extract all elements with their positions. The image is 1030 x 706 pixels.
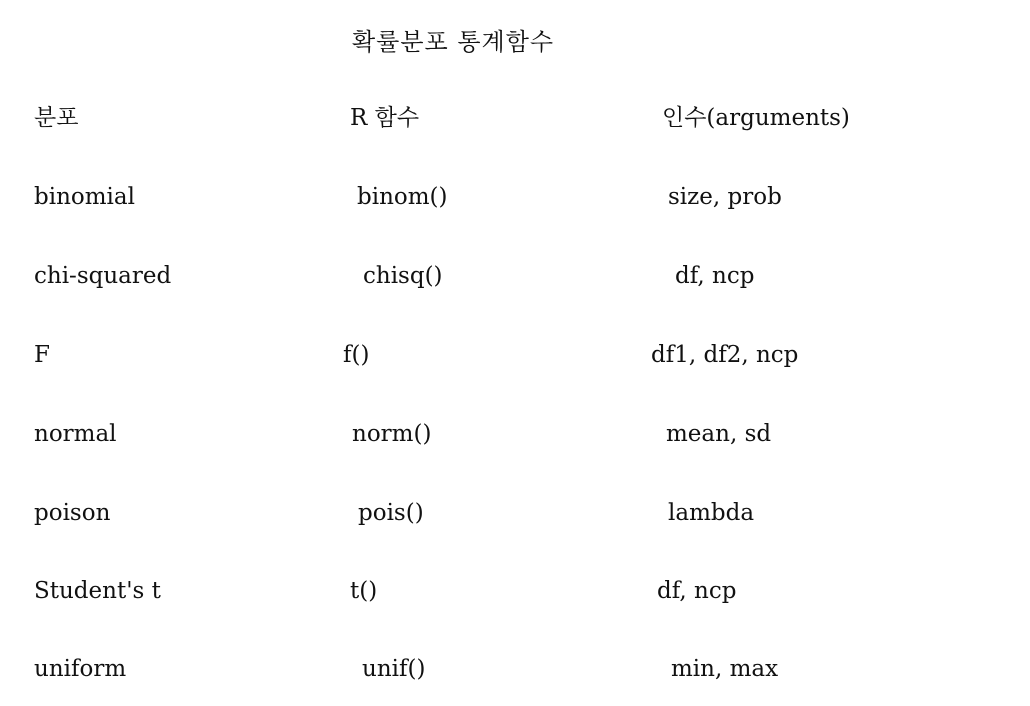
- r-function-name: binom(): [357, 184, 448, 210]
- r-function-name: chisq(): [363, 263, 443, 289]
- function-arguments: df, ncp: [675, 263, 755, 289]
- distribution-name: F: [34, 342, 50, 368]
- function-arguments: lambda: [668, 500, 755, 526]
- function-arguments: df1, df2, ncp: [651, 342, 799, 368]
- function-arguments: df, ncp: [657, 578, 737, 604]
- header-r-function: R 함수: [350, 105, 420, 131]
- function-arguments: mean, sd: [666, 421, 772, 447]
- r-function-name: pois(): [358, 500, 424, 526]
- document-title: 확률분포 통계함수: [352, 28, 555, 56]
- function-arguments: min, max: [671, 656, 779, 682]
- table-row: [0, 180, 1030, 214]
- r-function-name: unif(): [362, 656, 426, 682]
- table-row: [0, 496, 1030, 530]
- distribution-name: uniform: [34, 656, 127, 682]
- table-header-row: [0, 101, 1030, 135]
- header-distribution: 분포: [34, 105, 79, 131]
- distribution-name: normal: [34, 421, 117, 447]
- distribution-name: binomial: [34, 184, 135, 210]
- table-row: [0, 259, 1030, 293]
- r-function-name: t(): [350, 578, 378, 604]
- table-row: [0, 574, 1030, 608]
- r-function-name: f(): [343, 342, 370, 368]
- distribution-name: poison: [34, 500, 111, 526]
- r-function-name: norm(): [352, 421, 432, 447]
- function-arguments: size, prob: [668, 184, 782, 210]
- table-row: [0, 417, 1030, 451]
- table-row: [0, 338, 1030, 372]
- distribution-name: chi-squared: [34, 263, 172, 289]
- table-row: [0, 652, 1030, 686]
- distribution-name: Student's t: [34, 578, 161, 604]
- header-arguments: 인수(arguments): [662, 105, 850, 131]
